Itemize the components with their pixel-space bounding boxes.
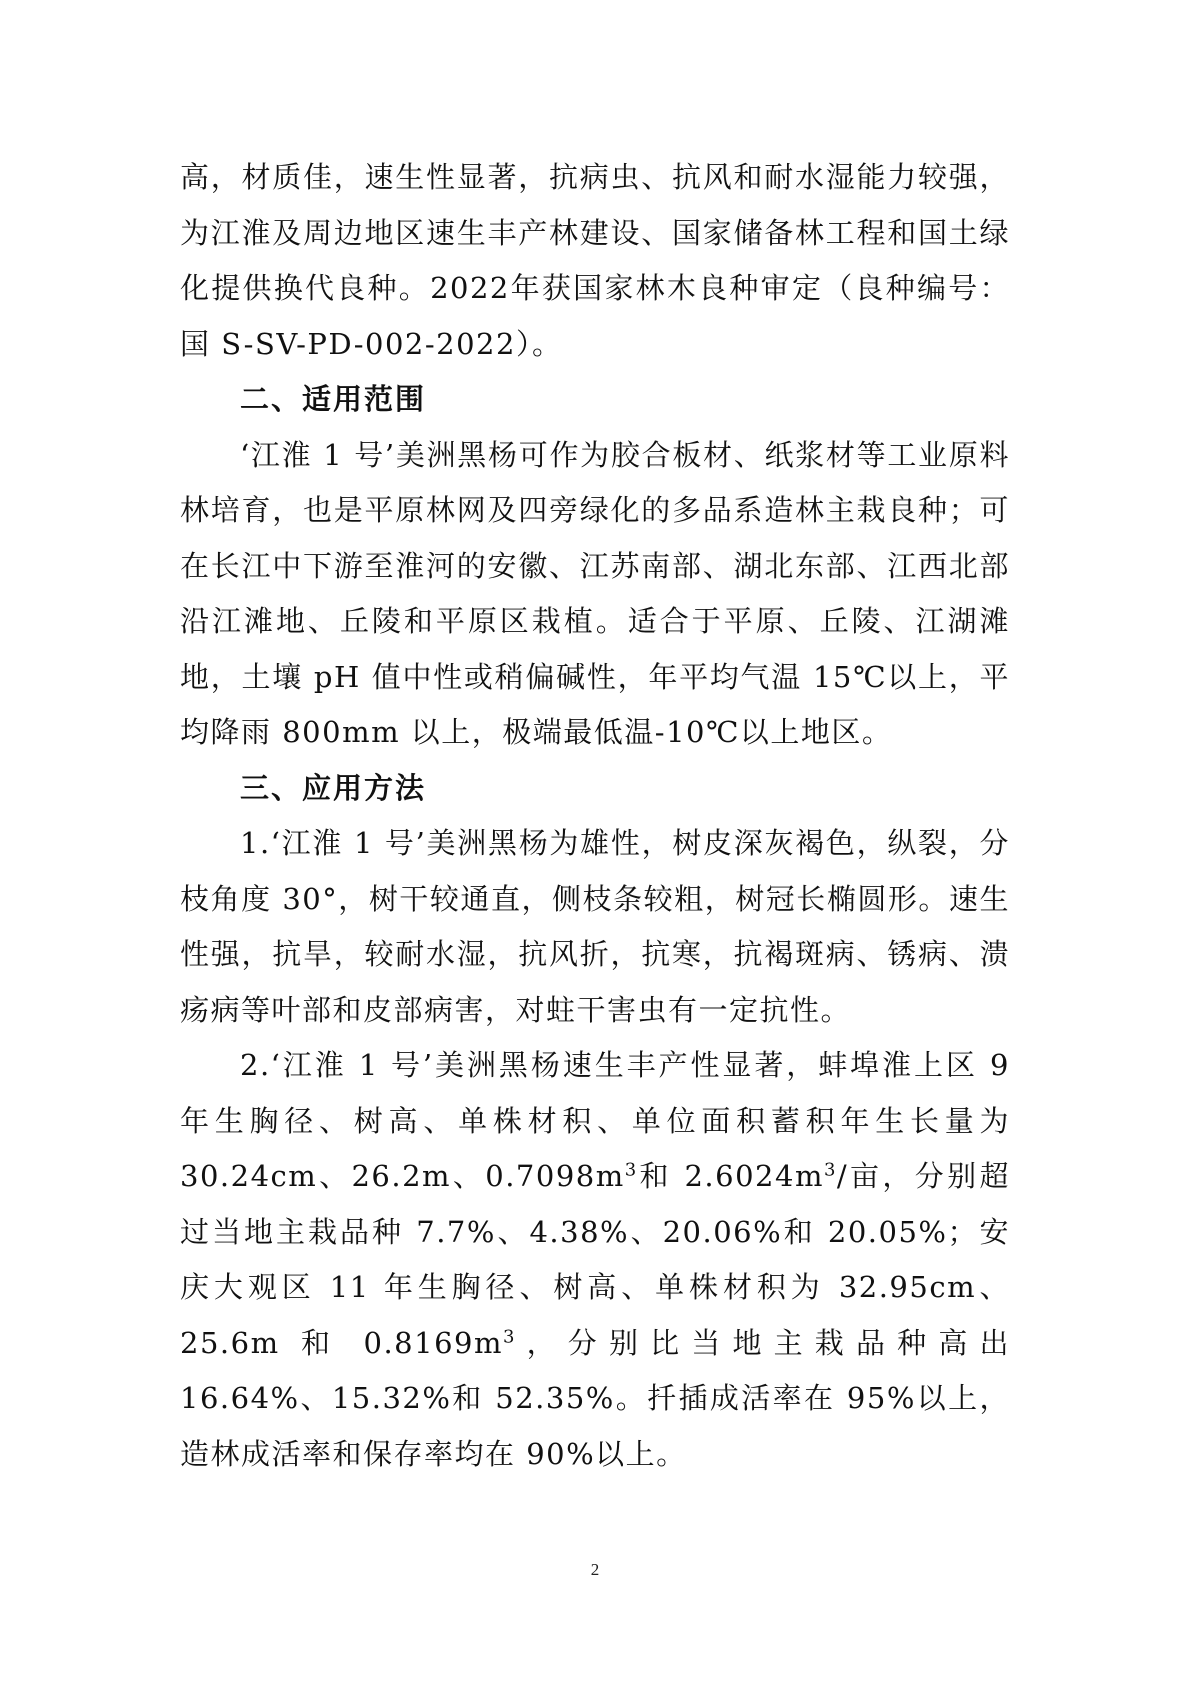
item2-text-part2: 和 2.6024m xyxy=(637,1159,824,1193)
item2-text-part1: 2.‘江淮 1 号’美洲黑杨速生丰产性显著，蚌埠淮上区 9 年生胸径、树高、单株材积、单位面积蓄积年生长量为 30.24cm、26.2m、0.7098m xyxy=(180,1048,1010,1193)
page-number: 2 xyxy=(590,1560,600,1579)
superscript-cubic-3: 3 xyxy=(503,1325,516,1347)
application-item-1: 1.‘江淮 1 号’美洲黑杨为雄性，树皮深灰褐色，纵裂，分枝角度 30°，树干较通直，侧枝条较粗，树冠长椭圆形。速生性强，抗旱，较耐水湿，抗风折，抗寒，抗褐斑病、锈病、溃疡病等叶部和皮部病害，对蛀干害虫有一定抗性。 xyxy=(180,826,1010,1027)
section-heading-scope: 二、适用范围 xyxy=(240,382,427,416)
document-body xyxy=(180,150,1010,1482)
section-heading-application: 三、应用方法 xyxy=(240,770,427,805)
application-item-2 xyxy=(180,1038,1010,1482)
continued-paragraph: 高，材质佳，速生性显著，抗病虫、抗风和耐水湿能力较强，为江淮及周边地区速生丰产林建设、国家储备林工程和国土绿化提供换代良种。2022年获国家林木良种审定（良种编号：国 S-SV-PD-002-2022）。 xyxy=(180,160,1010,361)
item2-text-part3: /亩，分别超过当地主栽品种 7.7%、4.38%、20.06%和 20.05%；安庆大观区 11 年生胸径、树高、单株材积为 32.95cm、25.6m 和 0.8169m xyxy=(180,1159,1010,1360)
item2-text-part4: ，分别比当地主栽品种高出 16.64%、15.32%和 52.35%。扦插成活率在 95%以上，造林成活率和保存率均在 90%以上。 xyxy=(180,1325,1010,1471)
scope-paragraph: ‘江淮 1 号’美洲黑杨可作为胶合板材、纸浆材等工业原料林培育，也是平原林网及四旁绿化的多品系造林主栽良种；可在长江中下游至淮河的安徽、江苏南部、湖北东部、江西北部沿江滩地、丘陵和平原区栽植。适合于平原、丘陵、江湖滩地，土壤 pH 值中性或稍偏碱性，年平均气温 15℃以上，平均降雨 800mm 以上，极端最低温-10℃以上地区。 xyxy=(180,437,1010,749)
superscript-cubic-1: 3 xyxy=(624,1159,638,1181)
superscript-cubic-2: 3 xyxy=(823,1159,837,1181)
